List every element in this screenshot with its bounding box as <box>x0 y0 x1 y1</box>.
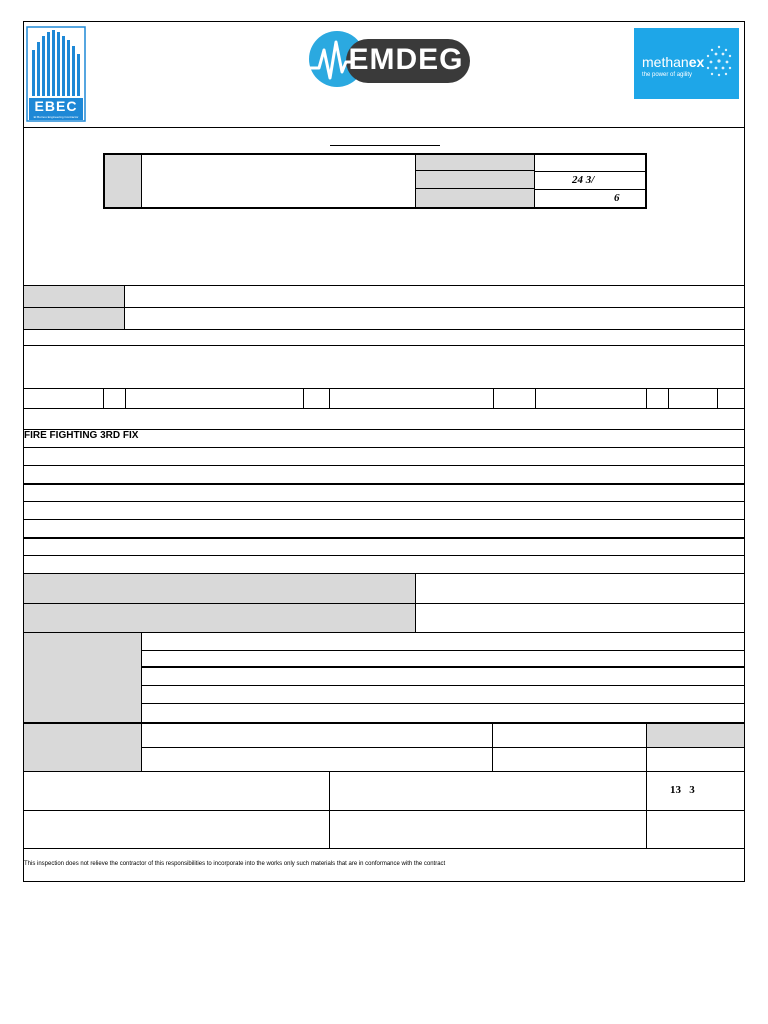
form-title-underline <box>330 145 440 146</box>
row-line-1 <box>23 307 745 308</box>
row-line-4 <box>23 388 745 389</box>
header-divider <box>23 127 745 128</box>
comment-line-2 <box>142 666 745 668</box>
ebec-logo-subtext: El Bornou Engineering Contractor <box>33 115 79 119</box>
info-box-label-1 <box>416 155 535 171</box>
signature-date: 13 3 <box>670 784 695 796</box>
methanex-wordmark-a: methan <box>642 54 689 70</box>
info-box-row-line-1 <box>535 171 645 172</box>
info-box <box>103 153 647 209</box>
approval-mid-line <box>142 747 745 748</box>
methanex-wordmark-b: ex <box>688 54 705 70</box>
footer-note: This inspection does not relieve the contractor of this responsibilities to incorporate into the works only such materials that are in conformance with the contract <box>24 861 446 867</box>
info-box-label-3 <box>416 189 535 207</box>
row-line-19 <box>23 848 745 849</box>
emdeg-logo-text: EMDEG <box>348 43 464 76</box>
methanex-logo <box>634 28 739 99</box>
methanex-wordmark <box>642 54 722 70</box>
row-line-10 <box>23 501 745 502</box>
checkbox-divider-3 <box>303 388 304 408</box>
row-line-9 <box>23 483 745 485</box>
result-label-2 <box>24 604 416 632</box>
checkbox-divider-8 <box>668 388 669 408</box>
emdeg-logo <box>306 28 474 90</box>
info-box-value-3: 6 <box>614 192 620 204</box>
approval-label <box>24 724 142 771</box>
row-line-18 <box>23 771 745 772</box>
approval-header-cell <box>647 724 744 747</box>
row-line-13 <box>23 555 745 556</box>
info-box-row-line-2 <box>535 189 645 190</box>
info-box-value-2: 24 3/ <box>572 174 595 186</box>
comment-line-1 <box>142 650 745 651</box>
ebec-logo-text: EBEC <box>34 98 78 114</box>
label-cell-2 <box>24 308 125 329</box>
comment-line-4 <box>142 703 745 704</box>
row-line-3 <box>23 345 745 346</box>
row-line-8 <box>23 465 745 466</box>
checkbox-divider-7 <box>646 388 647 408</box>
row-line-5 <box>23 408 745 409</box>
row-line-12 <box>23 537 745 539</box>
row-line-11 <box>23 519 745 520</box>
comments-label <box>24 633 142 722</box>
checkbox-divider-6 <box>535 388 536 408</box>
signature-mid-line <box>23 810 745 811</box>
checkbox-divider-5 <box>493 388 494 408</box>
ebec-logo <box>26 26 86 122</box>
body-top-line <box>23 285 745 286</box>
comment-line-3 <box>142 685 745 686</box>
info-box-side-cell <box>105 155 142 207</box>
checkbox-divider-4 <box>329 388 330 408</box>
row-line-2 <box>23 329 745 330</box>
label-cell-1 <box>24 286 125 307</box>
info-box-label-2 <box>416 171 535 189</box>
checkbox-divider-9 <box>717 388 718 408</box>
methanex-tagline: the power of agility <box>642 72 693 78</box>
checkbox-divider-1 <box>103 388 104 408</box>
checkbox-divider-2 <box>125 388 126 408</box>
result-label-1 <box>24 574 416 603</box>
section-title: FIRE FIGHTING 3RD FIX <box>24 430 139 441</box>
row-line-7 <box>23 447 745 448</box>
